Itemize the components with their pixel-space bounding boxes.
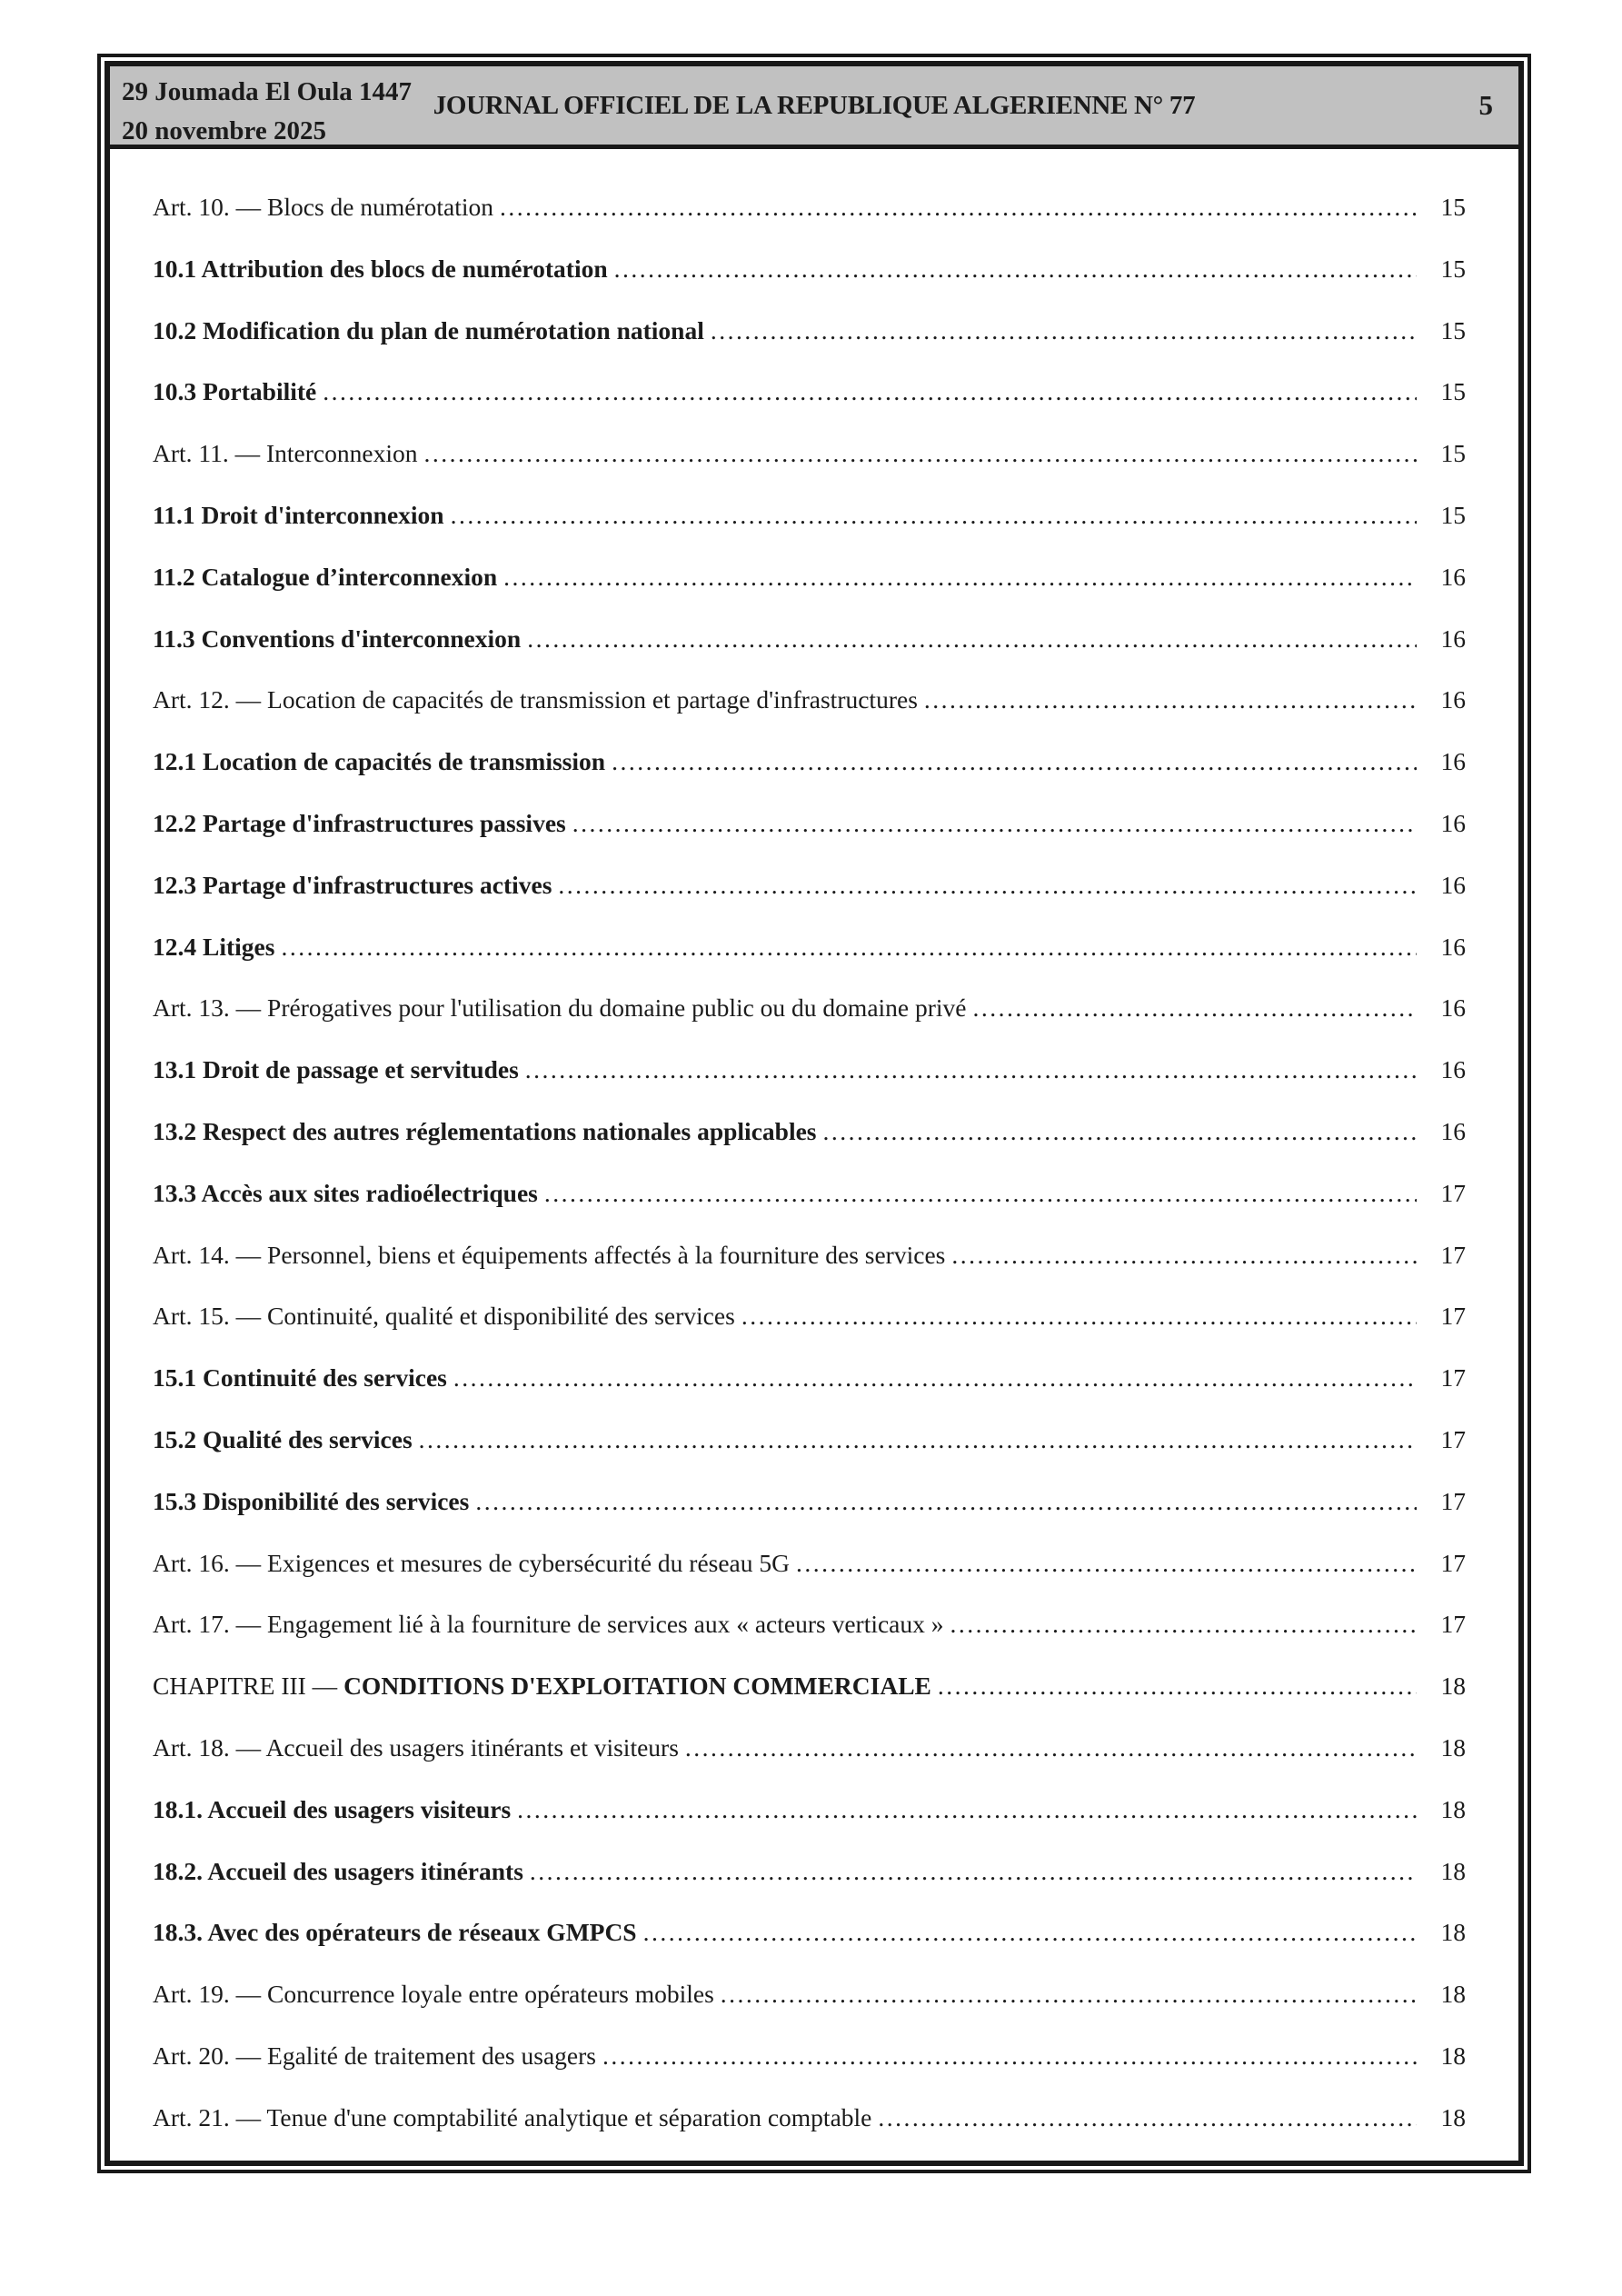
toc-entry	[153, 1039, 1466, 1101]
toc-entry-text: Art. 15. — Continuité, qualité et disponibilité des services	[153, 1302, 735, 1331]
toc-entry-page: 17	[1440, 1240, 1466, 1269]
toc-entry-page: 17	[1440, 1424, 1466, 1453]
toc-entry-page: 15	[1440, 377, 1466, 406]
page-number: 5	[1478, 89, 1493, 121]
toc-entry-text-bold: 11.2 Catalogue d’interconnexion	[153, 562, 498, 591]
toc-entry	[153, 793, 1466, 854]
toc-entry	[153, 854, 1466, 916]
page-header	[110, 66, 1518, 149]
toc-entry-page: 16	[1440, 747, 1466, 776]
page-frame-inner	[104, 61, 1524, 2166]
toc-entry-text: Art. 11. — Interconnexion	[153, 439, 418, 468]
dot-leader	[721, 1963, 1417, 2025]
toc-entry-page: 18	[1440, 1732, 1466, 1762]
toc-entry	[153, 1347, 1466, 1409]
toc-entry	[153, 361, 1466, 423]
toc-entry	[153, 1841, 1466, 1902]
toc-entry-page: 15	[1440, 500, 1466, 529]
toc-entry	[153, 1902, 1466, 1963]
toc-entry-page: 17	[1440, 1302, 1466, 1331]
toc-entry	[153, 608, 1466, 670]
toc-entry-text: CHAPITRE III —	[153, 1672, 344, 1701]
toc-entry-text-bold: 10.3 Portabilité	[153, 377, 317, 406]
toc-entry-page: 18	[1440, 1918, 1466, 1947]
toc-entry-text-bold: 10.2 Modification du plan de numérotation national	[153, 315, 704, 344]
toc-entry	[153, 1471, 1466, 1532]
toc-entry	[153, 423, 1466, 484]
toc-entry-page: 16	[1440, 870, 1466, 899]
toc-entry-text: Art. 16. — Exigences et mesures de cybersécurité du réseau 5G	[153, 1548, 790, 1577]
toc-entry-text: Art. 20. — Egalité de traitement des usagers	[153, 2041, 596, 2070]
dot-leader	[685, 1717, 1417, 1779]
toc-entry-page: 15	[1440, 254, 1466, 283]
toc-entry	[153, 1285, 1466, 1347]
toc-entry-page: 17	[1440, 1610, 1466, 1639]
dot-leader	[741, 1285, 1417, 1347]
toc-entry-text-bold: 13.1 Droit de passage et servitudes	[153, 1055, 519, 1084]
dot-leader	[938, 1655, 1417, 1717]
table-of-contents	[110, 149, 1518, 2161]
dot-leader	[500, 176, 1417, 238]
toc-entry	[153, 546, 1466, 608]
dot-leader	[475, 1471, 1417, 1532]
toc-entry	[153, 176, 1466, 238]
dot-leader	[525, 1039, 1417, 1101]
toc-entry-page: 16	[1440, 685, 1466, 714]
toc-entry-page: 16	[1440, 993, 1466, 1023]
toc-entry-page: 16	[1440, 562, 1466, 591]
dot-leader	[451, 484, 1417, 546]
dot-leader	[643, 1902, 1417, 1963]
toc-entry	[153, 1779, 1466, 1841]
dot-leader	[823, 1101, 1418, 1163]
dot-leader	[281, 916, 1417, 978]
toc-entry-text-bold: 10.1 Attribution des blocs de numérotation	[153, 254, 608, 283]
toc-entry-page: 18	[1440, 2041, 1466, 2070]
dot-leader	[419, 1409, 1417, 1471]
toc-entry-text: Art. 10. — Blocs de numérotation	[153, 193, 494, 221]
toc-entry	[153, 1717, 1466, 1779]
toc-entry-text-bold: 11.1 Droit d'interconnexion	[153, 500, 444, 529]
dot-leader	[614, 238, 1417, 300]
toc-entry	[153, 977, 1466, 1039]
toc-entry-page: 17	[1440, 1363, 1466, 1393]
toc-entry	[153, 1409, 1466, 1471]
toc-entry-text: Art. 18. — Accueil des usagers itinérants et visiteurs	[153, 1732, 679, 1762]
toc-entry	[153, 916, 1466, 978]
toc-entry-page: 18	[1440, 1980, 1466, 2009]
toc-entry-text: Art. 21. — Tenue d'une comptabilité analytique et séparation comptable	[153, 2102, 872, 2131]
toc-entry-text: Art. 14. — Personnel, biens et équipements affectés à la fourniture des services	[153, 1240, 946, 1269]
toc-entry-text: Art. 17. — Engagement lié à la fourniture de services aux « acteurs verticaux »	[153, 1610, 944, 1639]
toc-entry	[153, 1224, 1466, 1286]
toc-entry-text-bold: 18.2. Accueil des usagers itinérants	[153, 1856, 523, 1885]
header-date-gregorian: 20 novembre 2025	[122, 116, 327, 145]
toc-entry-text-bold: 12.2 Partage d'infrastructures passives	[153, 808, 566, 837]
toc-entry-text-bold: 12.4 Litiges	[153, 932, 275, 961]
header-date-hijri: 29 Joumada El Oula 1447	[122, 77, 413, 106]
toc-entry-text: Art. 13. — Prérogatives pour l'utilisation du domaine public ou du domaine privé	[153, 993, 967, 1023]
toc-entry-page: 16	[1440, 932, 1466, 961]
toc-entry-page: 18	[1440, 2102, 1466, 2131]
toc-entry-text-bold: CONDITIONS D'EXPLOITATION COMMERCIALE	[343, 1672, 931, 1701]
toc-entry	[153, 2025, 1466, 2087]
toc-entry-text-bold: 11.3 Conventions d'interconnexion	[153, 624, 522, 653]
dot-leader	[423, 423, 1417, 484]
toc-entry-text: Art. 19. — Concurrence loyale entre opérateurs mobiles	[153, 1980, 714, 2009]
toc-entry-text-bold: 18.3. Avec des opérateurs de réseaux GMPCS	[153, 1918, 637, 1947]
dot-leader	[503, 546, 1417, 608]
toc-entry-text: Art. 12. — Location de capacités de transmission et partage d'infrastructures	[153, 685, 918, 714]
dot-leader	[453, 1347, 1417, 1409]
toc-entry-text-bold: 15.2 Qualité des services	[153, 1424, 413, 1453]
toc-entry	[153, 1963, 1466, 2025]
toc-entry-page: 15	[1440, 193, 1466, 221]
toc-entry-page: 17	[1440, 1548, 1466, 1577]
toc-entry	[153, 1532, 1466, 1594]
toc-entry-page: 18	[1440, 1672, 1466, 1701]
dot-leader	[517, 1779, 1417, 1841]
toc-entry	[153, 1101, 1466, 1163]
dot-leader	[796, 1532, 1417, 1594]
toc-entry-page: 18	[1440, 1794, 1466, 1823]
dot-leader	[951, 1224, 1417, 1286]
dot-leader	[973, 977, 1418, 1039]
dot-leader	[878, 2087, 1417, 2149]
dot-leader	[544, 1163, 1417, 1224]
journal-title: JOURNAL OFFICIEL DE LA REPUBLIQUE ALGERIENNE N° 77	[433, 90, 1196, 120]
dot-leader	[924, 669, 1417, 731]
dot-leader	[572, 793, 1417, 854]
toc-entry-page: 16	[1440, 1116, 1466, 1145]
dot-leader	[711, 300, 1417, 362]
dot-leader	[558, 854, 1417, 916]
toc-entry-page: 15	[1440, 315, 1466, 344]
dot-leader	[323, 361, 1417, 423]
toc-entry	[153, 2087, 1466, 2149]
toc-entry-text-bold: 18.1. Accueil des usagers visiteurs	[153, 1794, 512, 1823]
toc-entry-text-bold: 15.1 Continuité des services	[153, 1363, 447, 1393]
toc-entry-text-bold: 13.2 Respect des autres réglementations nationales applicables	[153, 1116, 817, 1145]
toc-entry-page: 17	[1440, 1178, 1466, 1207]
page-frame-outer	[97, 54, 1531, 2173]
dot-leader	[530, 1841, 1417, 1902]
toc-entry-text-bold: 13.3 Accès aux sites radioélectriques	[153, 1178, 538, 1207]
toc-entry	[153, 1163, 1466, 1224]
dot-leader	[612, 731, 1417, 793]
toc-entry-page: 16	[1440, 624, 1466, 653]
toc-entry-page: 17	[1440, 1486, 1466, 1515]
toc-entry	[153, 1655, 1466, 1717]
toc-entry-text-bold: 15.3 Disponibilité des services	[153, 1486, 470, 1515]
toc-entry-page: 16	[1440, 1055, 1466, 1084]
dot-leader	[527, 608, 1417, 670]
toc-entry	[153, 484, 1466, 546]
toc-entry	[153, 238, 1466, 300]
toc-entry-page: 16	[1440, 808, 1466, 837]
dot-leader	[602, 2025, 1417, 2087]
toc-entry	[153, 1593, 1466, 1655]
toc-entry	[153, 731, 1466, 793]
toc-entry-text-bold: 12.1 Location de capacités de transmission	[153, 747, 606, 776]
toc-entry	[153, 300, 1466, 362]
toc-entry-text-bold: 12.3 Partage d'infrastructures actives	[153, 870, 552, 899]
toc-entry	[153, 669, 1466, 731]
toc-entry-page: 15	[1440, 439, 1466, 468]
dot-leader	[950, 1593, 1417, 1655]
toc-entry-page: 18	[1440, 1856, 1466, 1885]
